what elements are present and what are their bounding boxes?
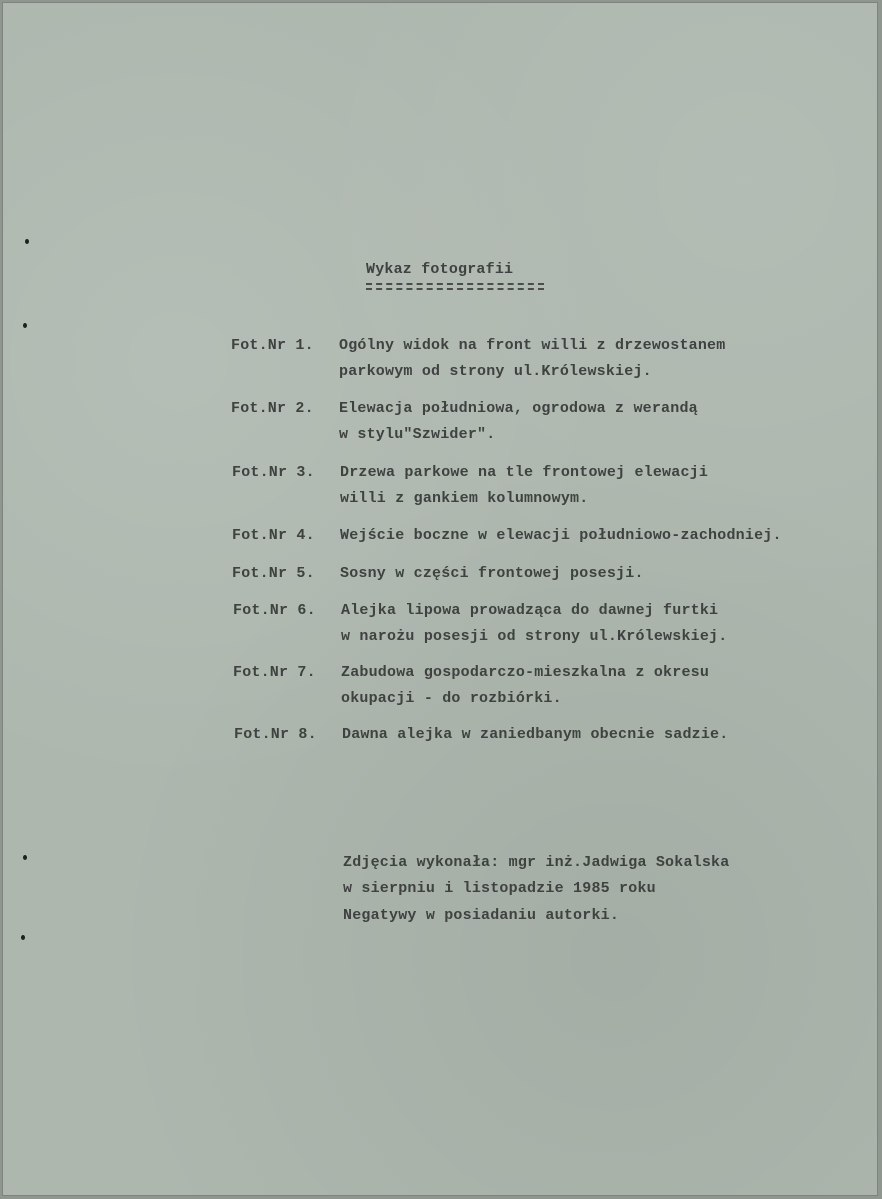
entry-number: Fot.Nr 6. [233,602,316,619]
document-title: Wykaz fotografii [366,261,514,278]
entry-number: Fot.Nr 5. [232,565,315,582]
entry-description-line: parkowym od strony ul.Królewskiej. [339,363,652,380]
credits-line: Zdjęcia wykonała: mgr inż.Jadwiga Sokalska [343,854,730,871]
entry-description-line: Wejście boczne w elewacji południowo-zachodniej. [340,527,782,544]
entry-description-line: Sosny w części frontowej posesji. [340,565,644,582]
entry-number: Fot.Nr 2. [231,400,314,417]
credits-line: w sierpniu i listopadzie 1985 roku [343,880,656,897]
punch-mark [23,855,27,860]
entry-description-line: w narożu posesji od strony ul.Królewskiej. [341,628,728,645]
entry-description-line: Drzewa parkowe na tle frontowej elewacji [340,464,709,481]
punch-mark [21,935,25,940]
entry-description-line: w stylu"Szwider". [339,426,496,443]
entry-number: Fot.Nr 7. [233,664,316,681]
credits-line: Negatywy w posiadaniu autorki. [343,907,620,924]
entry-description-line: Alejka lipowa prowadząca do dawnej furtki [341,602,719,619]
entry-number: Fot.Nr 4. [232,527,315,544]
entry-description-line: willi z gankiem kolumnowym. [340,490,589,507]
punch-mark [23,323,27,328]
title-underline [366,283,544,290]
entry-number: Fot.Nr 3. [232,464,315,481]
entry-description-line: Elewacja południowa, ogrodowa z werandą [339,400,698,417]
entry-number: Fot.Nr 1. [231,337,314,354]
entry-description-line: okupacji - do rozbiórki. [341,690,562,707]
entry-description-line: Zabudowa gospodarczo-mieszkalna z okresu [341,664,710,681]
entry-description-line: Dawna alejka w zaniedbanym obecnie sadzie. [342,726,729,743]
entry-number: Fot.Nr 8. [234,726,317,743]
document-page [2,2,878,1196]
punch-mark [25,239,29,244]
entry-description-line: Ogólny widok na front willi z drzewostanem [339,337,726,354]
